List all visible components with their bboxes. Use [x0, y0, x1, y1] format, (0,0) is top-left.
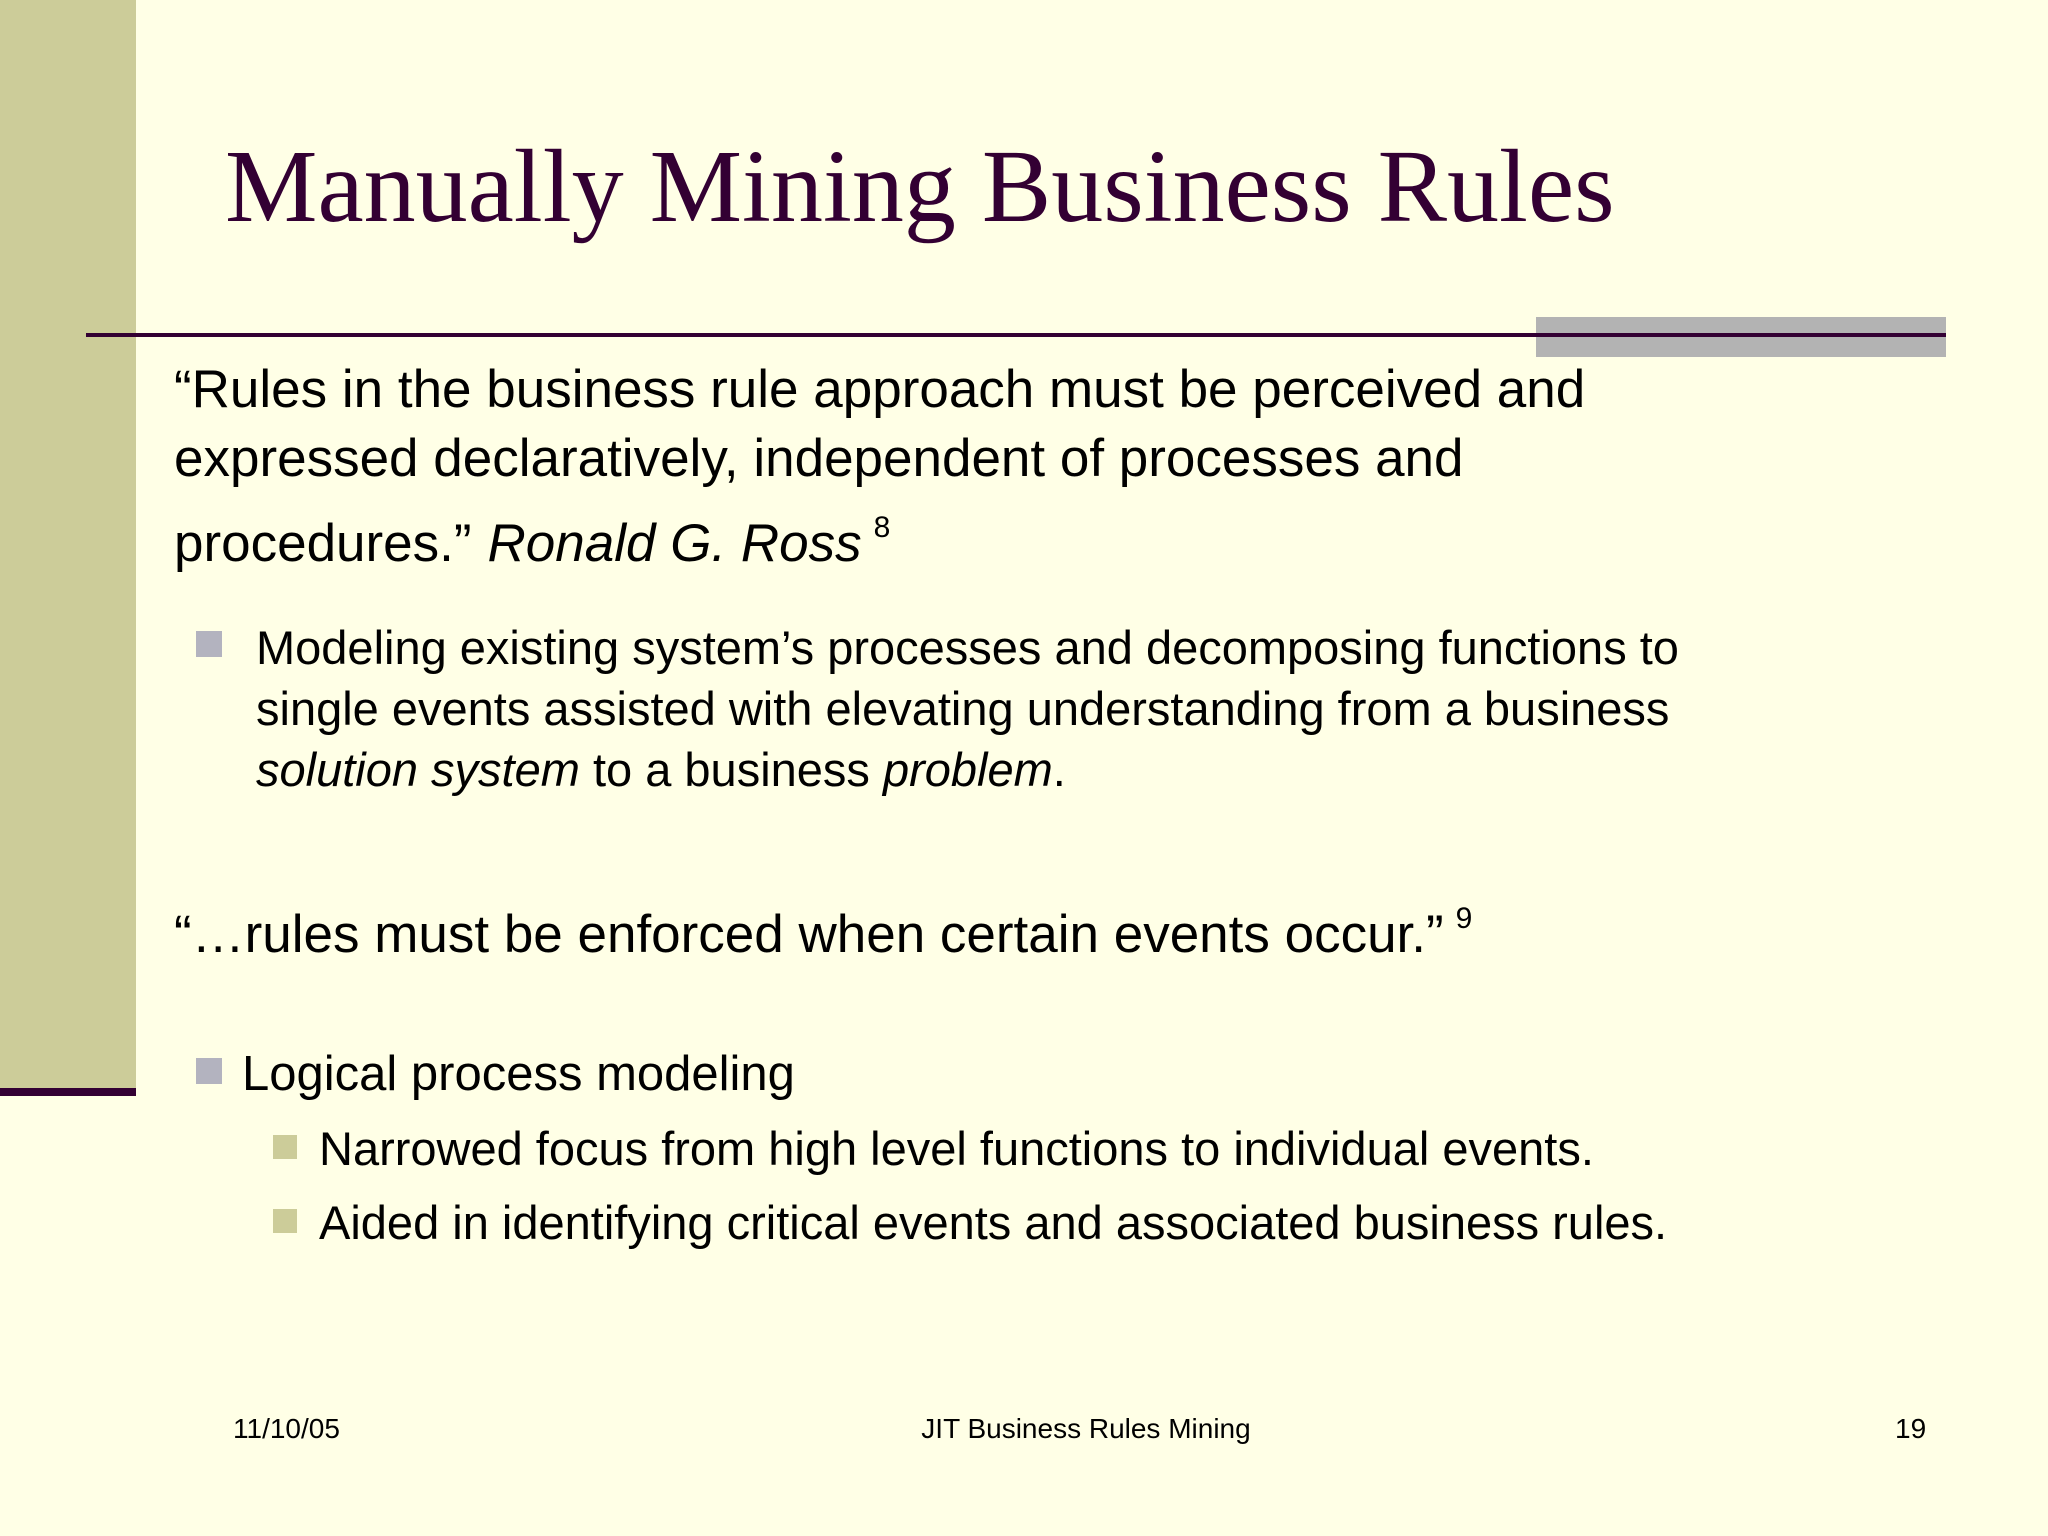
- quote-ross-line2: expressed declaratively, independent of processes and: [174, 429, 1464, 488]
- bullet-modeling-line3-end: .: [1052, 743, 1066, 796]
- quote-ross: [174, 355, 1974, 578]
- sub-bullet-narrowed-focus: [273, 1118, 1913, 1180]
- bullet-modeling-line2: single events assisted with elevating understanding from a business: [256, 682, 1670, 735]
- bullet-logical-process-label: Logical process modeling: [242, 1047, 795, 1101]
- square-sub-bullet-icon: [273, 1135, 297, 1159]
- bullet-logical-process: [196, 1042, 1836, 1106]
- bullet-modeling: [196, 617, 1836, 800]
- bullet-modeling-line1: Modeling existing system’s processes and decomposing functions to: [256, 621, 1679, 674]
- footer-page-number: 19: [1895, 1413, 1927, 1444]
- quote-ross-line1: “Rules in the business rule approach must be perceived and: [174, 360, 1586, 419]
- title-accent-block: [1536, 317, 1946, 357]
- sub-bullet-text: Narrowed focus from high level functions to individual events.: [319, 1122, 1594, 1175]
- footer-title: JIT Business Rules Mining: [921, 1413, 1251, 1444]
- bullet-modeling-text: [256, 617, 1679, 800]
- footer-date: 11/10/05: [233, 1413, 340, 1444]
- quote-events-text: “…rules must be enforced when certain events occur.”: [174, 905, 1444, 964]
- footnote-ref-9: 9: [1455, 902, 1473, 935]
- bullet-modeling-line3-mid: to a business: [579, 743, 883, 796]
- square-sub-bullet-icon: [273, 1209, 297, 1233]
- square-bullet-icon: [196, 1058, 222, 1084]
- sub-bullet-text: Aided in identifying critical events and associated business rules.: [319, 1196, 1668, 1249]
- slide-title: Manually Mining Business Rules: [225, 129, 1615, 244]
- left-bar-rule: [0, 1088, 136, 1096]
- title-accent-rule: [1536, 333, 1946, 337]
- quote-author: Ronald G. Ross: [487, 514, 862, 573]
- italic-solution-system: solution system: [256, 743, 580, 796]
- sub-bullet-critical-events: [273, 1192, 1913, 1254]
- footnote-ref-8: 8: [873, 511, 891, 544]
- left-decorative-bar: [0, 0, 136, 1088]
- quote-ross-line3: procedures.”: [174, 514, 472, 573]
- square-bullet-icon: [196, 631, 222, 657]
- quote-events: [174, 884, 1974, 969]
- italic-problem: problem: [882, 743, 1053, 796]
